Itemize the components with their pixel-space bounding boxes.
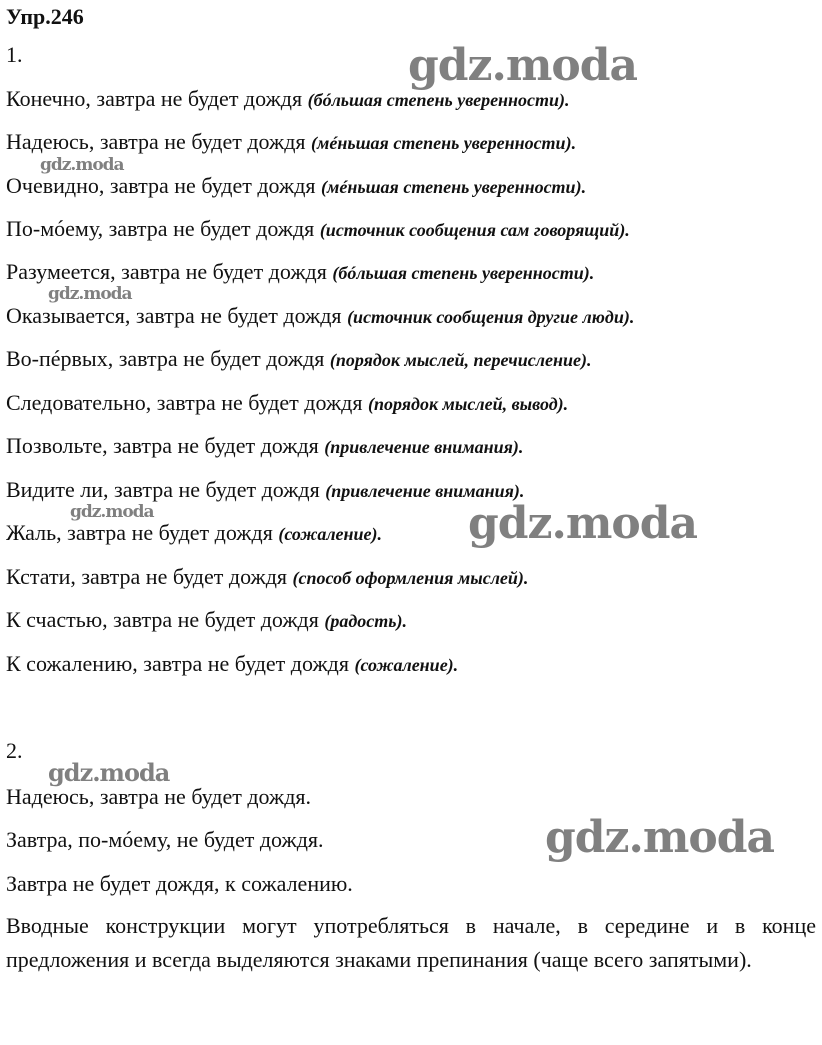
line-text: Разумеется, завтра не будет дождя (6, 259, 333, 284)
watermark-logo: gdz.moda (545, 812, 775, 863)
line-text: Оказывается, завтра не будет дождя (6, 303, 348, 328)
line-note: (сожаление). (354, 655, 459, 675)
watermark-logo: gdz.moda (40, 155, 124, 175)
section-2-number: 2. (6, 738, 23, 763)
section-1-line (6, 433, 523, 460)
line-note: (радость). (324, 611, 407, 631)
line-text: Кстати, завтра не будет дождя (6, 564, 293, 589)
section-1-line (6, 303, 634, 330)
section-1-line (6, 607, 407, 634)
line-text: Надеюсь, завтра не будет дождя (6, 129, 312, 154)
section-1-line (6, 346, 591, 373)
section-1-line (6, 477, 524, 504)
line-note: (привлечение внимания). (324, 437, 524, 457)
line-text: По-мóему, завтра не будет дождя (6, 216, 320, 241)
line-note: (мéньшая степень уверенности). (321, 177, 587, 197)
section-1-line (6, 259, 594, 286)
line-note: (порядок мыслей, перечисление). (329, 350, 592, 370)
section-2-line: Надеюсь, завтра не будет дождя. (6, 784, 312, 809)
line-text: К счастью, завтра не будет дождя (6, 607, 325, 632)
line-note: (бóльшая степень уверенности). (307, 90, 570, 110)
section-1-line (6, 564, 528, 591)
line-text: Конечно, завтра не будет дождя (6, 86, 308, 111)
watermark-logo: gdz.moda (468, 498, 698, 549)
line-text: Жаль, завтра не будет дождя (6, 520, 279, 545)
line-text: К сожалению, завтра не будет дождя (6, 651, 355, 676)
section-1-line (6, 129, 576, 156)
line-note: (мéньшая степень уверенности). (311, 133, 577, 153)
line-note: (источник сообщения другие люди). (347, 307, 635, 327)
exercise-title: Упр.246 (6, 4, 84, 29)
section-1-line (6, 651, 458, 678)
line-text: Во-пéрвых, завтра не будет дождя (6, 346, 330, 371)
section-1-line (6, 520, 382, 547)
conclusion-paragraph: Вводные конструкции могут употребляться в начале, в середине и в конце предложения и всегда выделяются знаками препинания (чаще всего запятыми). (6, 913, 816, 972)
line-note: (порядок мыслей, вывод). (367, 394, 569, 414)
watermark-logo: gdz.moda (48, 758, 170, 787)
section-2-line: Завтра не будет дождя, к сожалению. (6, 871, 353, 896)
section-1-line (6, 390, 568, 417)
section-1-number: 1. (6, 42, 23, 67)
watermark-logo: gdz.moda (70, 502, 154, 522)
section-1-line (6, 216, 630, 243)
line-text: Видите ли, завтра не будет дождя (6, 477, 326, 502)
watermark-logo: gdz.moda (408, 40, 638, 91)
section-2-line: Завтра, по-мóему, не будет дождя. (6, 827, 324, 852)
line-note: (способ оформления мыслей). (292, 568, 529, 588)
watermark-logo: gdz.moda (48, 284, 132, 304)
line-note: (привлечение внимания). (325, 481, 525, 501)
line-note: (бóльшая степень уверенности). (332, 263, 595, 283)
line-note: (сожаление). (278, 524, 383, 544)
line-text: Очевидно, завтра не будет дождя (6, 173, 322, 198)
line-note: (источник сообщения сам говорящий). (319, 220, 630, 240)
section-1-line (6, 173, 586, 200)
line-text: Следовательно, завтра не будет дождя (6, 390, 368, 415)
line-text: Позвольте, завтра не будет дождя (6, 433, 325, 458)
